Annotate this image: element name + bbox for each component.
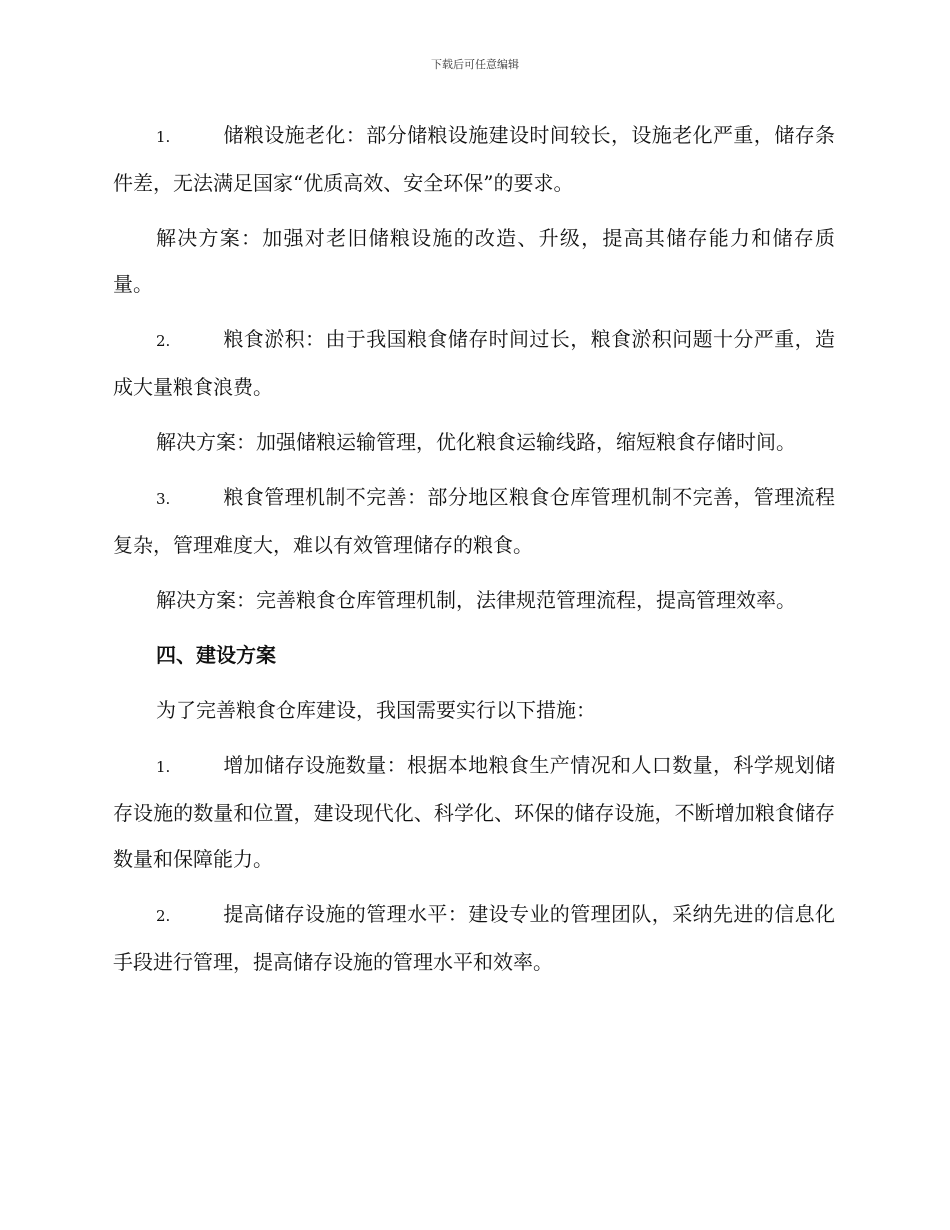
solution-paragraph: 解决方案：加强储粮运输管理，优化粮食运输线路，缩短粮食存储时间。 (156, 430, 796, 454)
section-heading: 四、建设方案 (156, 643, 276, 667)
item-number: 2. (156, 907, 171, 925)
item-text: 粮食管理机制不完善：部分地区粮食仓库管理机制不完善，管理流程复杂，管理难度大，难以有效管理储存的粮食。 (113, 485, 835, 557)
list-item (113, 112, 835, 206)
item-text: 粮食淤积：由于我国粮食储存时间过长，粮食淤积问题十分严重，造成大量粮食浪费。 (113, 327, 835, 399)
item-number: 2. (156, 332, 171, 350)
item-number: 3. (156, 490, 171, 508)
solution-paragraph: 解决方案：加强对老旧储粮设施的改造、升级，提高其储存能力和储存质量。 (113, 226, 835, 296)
intro-paragraph: 为了完善粮食仓库建设，我国需要实行以下措施： (156, 698, 596, 722)
solution-paragraph: 解决方案：完善粮食仓库管理机制，法律规范管理流程，提高管理效率。 (156, 588, 796, 612)
item-text: 增加储存设施数量：根据本地粮食生产情况和人口数量，科学规划储存设施的数量和位置，建设现代化、科学化、环保的储存设施，不断增加粮食储存数量和保障能力。 (113, 753, 835, 871)
item-text: 储粮设施老化：部分储粮设施建设时间较长，设施老化严重，储存条件差，无法满足国家“优质高效、安全环保”的要求。 (113, 123, 835, 195)
list-item (113, 474, 835, 568)
page-header: 下载后可任意编辑 (431, 58, 519, 71)
document-body (113, 112, 835, 994)
list-item (113, 891, 835, 985)
list-item (113, 742, 835, 882)
item-text: 提高储存设施的管理水平：建设专业的管理团队，采纳先进的信息化手段进行管理，提高储存设施的管理水平和效率。 (113, 902, 835, 974)
item-number: 1. (156, 128, 171, 146)
item-number: 1. (156, 758, 171, 776)
list-item (113, 316, 835, 410)
